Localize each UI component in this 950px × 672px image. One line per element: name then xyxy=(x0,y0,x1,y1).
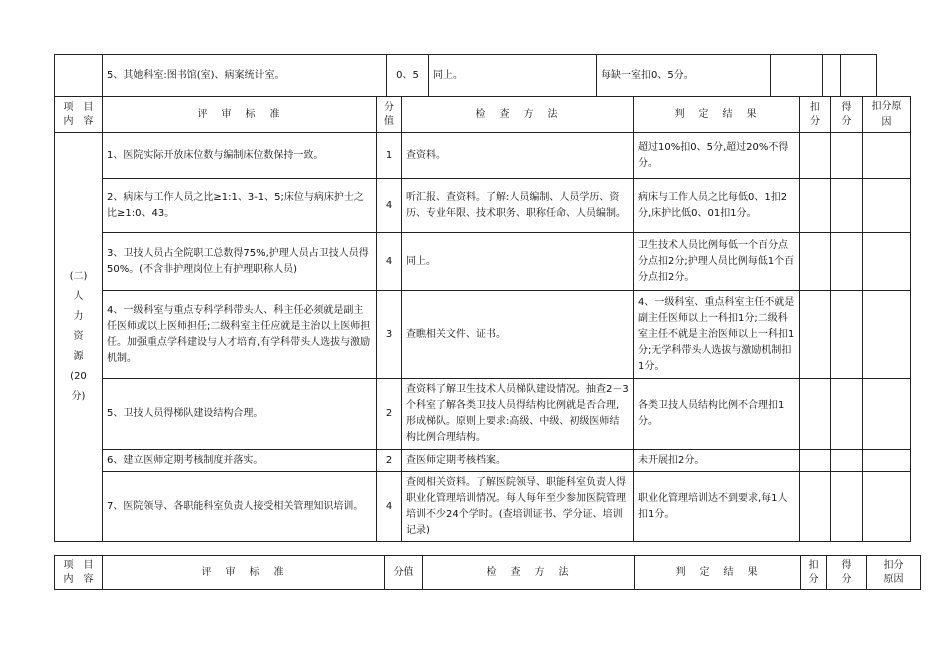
header-row xyxy=(55,97,911,133)
header-score-top: 分 xyxy=(384,101,394,113)
row-result: 超过10%扣0、5分,超过20%不得分。 xyxy=(634,133,800,179)
row-method: 查瞧相关文件、证书。 xyxy=(402,291,634,379)
header-deduct xyxy=(800,97,831,133)
header-item-bottom: 内 容 xyxy=(63,115,94,127)
row-reason xyxy=(863,133,911,179)
row-score: 2 xyxy=(377,450,402,472)
row-standard: 2、病床与工作人员之比≥1:1、3-1、5;床位与病床护士之比≥1:0、43。 xyxy=(103,179,377,233)
footer-got xyxy=(827,556,867,590)
main-table xyxy=(54,96,911,542)
row-standard: 4、一级科室与重点专科学科带头人、科主任必须就是副主任医师或以上医师担任;二级科室主任应就是主治以上医师担任。加强重点学科建设与人才培育,有学科带头人选拔与激励机制。 xyxy=(103,291,377,379)
row-got xyxy=(831,233,863,291)
row-result: 职业化管理培训达不到要求,每1人扣1分。 xyxy=(634,472,800,542)
footer-reason-bottom: 原因 xyxy=(883,573,904,585)
header-standard: 评 审 标 准 xyxy=(103,97,377,133)
table-row xyxy=(55,233,911,291)
row-score: 3 xyxy=(377,291,402,379)
top-row-got xyxy=(823,55,841,97)
header-method: 检 查 方 法 xyxy=(402,97,634,133)
footer-item-bottom: 内 容 xyxy=(63,573,94,585)
footer-reason xyxy=(867,556,921,590)
top-row-item-cell xyxy=(55,55,103,97)
section-label-char: 力 xyxy=(73,311,84,322)
row-reason xyxy=(863,472,911,542)
section-label-char: 资 xyxy=(73,331,84,342)
footer-result: 判 定 结 果 xyxy=(635,556,801,590)
row-standard: 6、建立医师定期考核制度并落实。 xyxy=(103,450,377,472)
row-deduct xyxy=(800,379,831,450)
top-row-method: 同上。 xyxy=(429,55,597,97)
top-row-score: 0、5 xyxy=(387,55,429,97)
header-score-bottom: 值 xyxy=(384,115,394,127)
row-result: 未开展扣2分。 xyxy=(634,450,800,472)
header-deduct-top: 扣 xyxy=(810,101,820,113)
row-method: 查资料。 xyxy=(402,133,634,179)
table-row xyxy=(55,291,911,379)
row-method: 听汇报、查资料。了解:人员编制、人员学历、资历、专业年限、技术职务、职称任命、人员编制。 xyxy=(402,179,634,233)
section-label-char: 人 xyxy=(73,291,84,302)
row-result: 4、一级科室、重点科室主任不就是副主任医师以上一科扣1分;二级科室主任不就是主治医师以上一科扣1分;无学科带头人选拔与激励机制扣1分。 xyxy=(634,291,800,379)
row-got xyxy=(831,472,863,542)
footer-item-top: 项 目 xyxy=(63,559,94,571)
footer-reason-top: 扣分 xyxy=(883,559,904,571)
row-reason xyxy=(863,450,911,472)
row-deduct xyxy=(800,233,831,291)
header-score xyxy=(377,97,402,133)
table-row xyxy=(55,472,911,542)
row-got xyxy=(831,179,863,233)
row-score: 1 xyxy=(377,133,402,179)
footer-table xyxy=(54,555,921,590)
row-method: 查医师定期考核档案。 xyxy=(402,450,634,472)
row-standard: 1、医院实际开放床位数与编制床位数保持一致。 xyxy=(103,133,377,179)
table-row xyxy=(55,179,911,233)
row-got xyxy=(831,291,863,379)
header-reason: 扣分原因 xyxy=(863,97,911,133)
header-item xyxy=(55,97,103,133)
footer-deduct-bottom: 分 xyxy=(808,573,819,585)
top-row-reason xyxy=(841,55,877,97)
row-method: 同上。 xyxy=(402,233,634,291)
footer-score: 分值 xyxy=(385,556,423,590)
header-got-bottom: 分 xyxy=(841,115,852,127)
row-deduct xyxy=(800,291,831,379)
row-score: 4 xyxy=(377,472,402,542)
table-row xyxy=(55,450,911,472)
row-got xyxy=(831,379,863,450)
row-score: 4 xyxy=(377,179,402,233)
header-got-top: 得 xyxy=(841,101,852,113)
row-reason xyxy=(863,379,911,450)
row-reason xyxy=(863,291,911,379)
table-row xyxy=(55,133,911,179)
row-result: 各类卫技人员结构比例不合理扣1分。 xyxy=(634,379,800,450)
row-deduct xyxy=(800,179,831,233)
top-row-table xyxy=(54,54,877,97)
section-label-char: (20 xyxy=(70,371,87,382)
row-reason xyxy=(863,233,911,291)
footer-deduct-top: 扣 xyxy=(808,559,819,571)
footer-item xyxy=(55,556,103,590)
footer-method: 检 查 方 法 xyxy=(423,556,635,590)
row-method: 查阅相关资料。了解医院领导、职能科室负责人得职业化管理培训情况。每人每年至少参加医院管理培训不少24个学时。(查培训证书、学分证、培训记录) xyxy=(402,472,634,542)
row-got xyxy=(831,450,863,472)
row-result: 卫生技术人员比例每低一个百分点分点扣2分;护理人员比例每低1个百分点扣2分。 xyxy=(634,233,800,291)
header-got xyxy=(831,97,863,133)
section-label-char: (二) xyxy=(69,271,88,282)
row-deduct xyxy=(800,133,831,179)
footer-standard: 评 审 标 准 xyxy=(103,556,385,590)
footer-got-bottom: 分 xyxy=(841,573,852,585)
row-deduct xyxy=(800,450,831,472)
header-result: 判 定 结 果 xyxy=(634,97,800,133)
row-standard: 5、卫技人员得梯队建设结构合理。 xyxy=(103,379,377,450)
row-standard: 7、医院领导、各职能科室负责人接受相关管理知识培训。 xyxy=(103,472,377,542)
row-score: 4 xyxy=(377,233,402,291)
footer-deduct xyxy=(801,556,827,590)
row-reason xyxy=(863,179,911,233)
top-row-standard: 5、其她科室:图书馆(室)、病案统计室。 xyxy=(103,55,387,97)
header-item-top: 项 目 xyxy=(63,101,94,113)
row-standard: 3、卫技人员占全院职工总数得75%,护理人员占卫技人员得50%。(不含非护理岗位上有护理职称人员) xyxy=(103,233,377,291)
section-label-char: 源 xyxy=(73,351,84,362)
row-result: 病床与工作人员之比每低0、1扣2分,床护比低0、01扣1分。 xyxy=(634,179,800,233)
header-deduct-bottom: 分 xyxy=(810,115,820,127)
row-score: 2 xyxy=(377,379,402,450)
top-row-result: 每缺一室扣0、5分。 xyxy=(597,55,771,97)
table-row xyxy=(55,379,911,450)
row-method: 查资料了解卫生技术人员梯队建设情况。抽查2－3个科室了解各类卫技人员得结构比例就是否合理,形成梯队。原则上要求:高级、中级、初级医师结构比例合理结构。 xyxy=(402,379,634,450)
row-deduct xyxy=(800,472,831,542)
row-got xyxy=(831,133,863,179)
section-label-char: 分) xyxy=(71,391,86,402)
top-row-deduct xyxy=(771,55,823,97)
footer-got-top: 得 xyxy=(841,559,852,571)
section-label xyxy=(55,133,103,542)
